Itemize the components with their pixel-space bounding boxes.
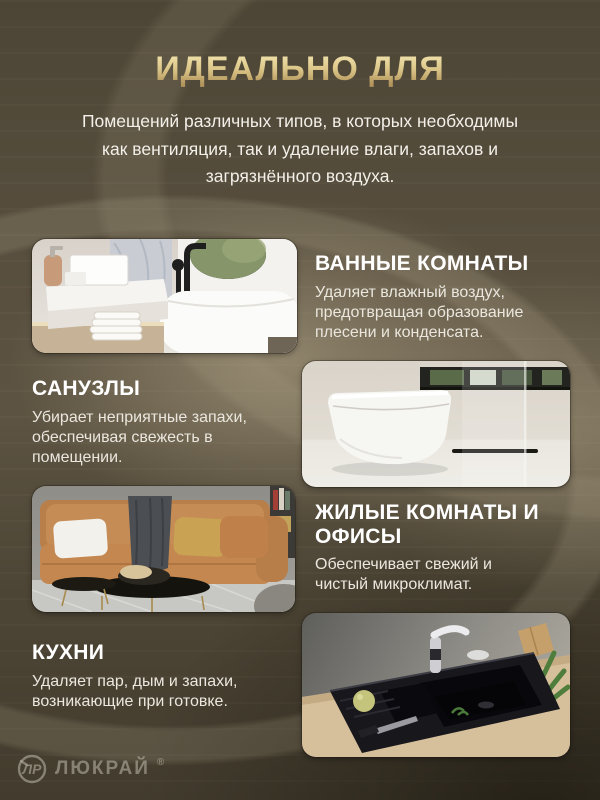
section-description: Обеспечивает свежий и чистый микроклимат. xyxy=(315,556,492,594)
wall-hung-toilet-photo xyxy=(302,361,570,487)
section-description: Убирает неприятные запахи, обеспечивая свежесть в помещении. xyxy=(32,408,247,466)
svg-text:ЛР: ЛР xyxy=(22,761,42,777)
section-title: САНУЗЛЫ xyxy=(32,377,141,400)
bathroom-washbasin-photo xyxy=(32,239,297,353)
registered-trademark-symbol: ® xyxy=(156,756,165,768)
section-toilets xyxy=(32,377,298,468)
brand-logo xyxy=(16,753,164,785)
living-room-sofa-photo xyxy=(32,486,295,612)
section-description: Удаляет влажный воздух, предотвращая образование плесени и конденсата. xyxy=(315,283,524,341)
section-kitchens xyxy=(32,641,298,712)
section-title: КУХНИ xyxy=(32,641,105,664)
section-living-rooms-offices xyxy=(315,501,595,595)
toilet-photo-illustration xyxy=(302,361,570,487)
lukray-logo-icon xyxy=(16,753,48,785)
section-bathrooms xyxy=(315,252,585,343)
brand-name: ЛЮКРАЙ xyxy=(55,758,150,779)
living-room-photo-illustration xyxy=(32,486,295,612)
page-title: ИДЕАЛЬНО ДЛЯ xyxy=(0,50,600,89)
section-description: Удаляет пар, дым и запахи, возникающие при готовке. xyxy=(32,672,238,710)
kitchen-sink-photo xyxy=(302,613,570,757)
section-title: ЖИЛЫЕ КОМНАТЫ И ОФИСЫ xyxy=(315,501,539,548)
intro-text: Помещений различных типов, в которых необходимы как вентиляция, так и удаление влаги, запахов и загрязнённого воздуха. xyxy=(81,111,519,187)
kitchen-photo-illustration xyxy=(302,613,570,757)
bathroom-photo-illustration xyxy=(32,239,297,353)
section-title: ВАННЫЕ КОМНАТЫ xyxy=(315,252,529,275)
